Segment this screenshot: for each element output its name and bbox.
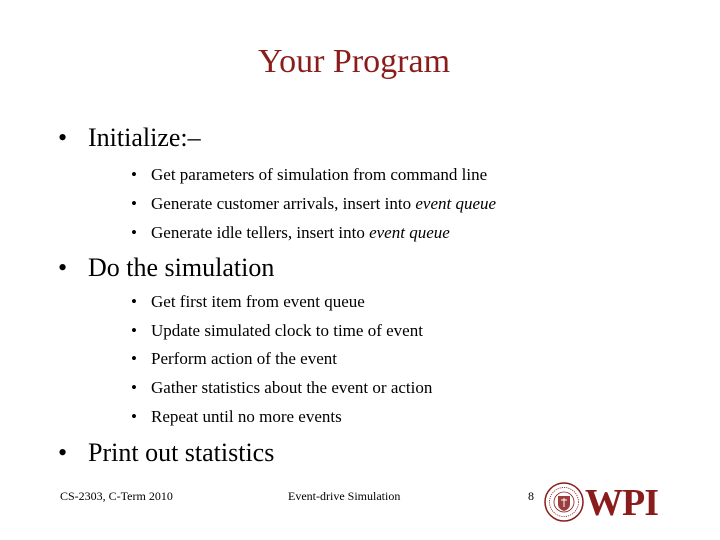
sub-bullet-text: Perform action of the event (151, 349, 337, 368)
bullet-marker: • (131, 292, 137, 311)
wpi-logo: WPI (585, 482, 658, 524)
bullet-print-statistics (58, 438, 274, 468)
sub-bullet (131, 222, 450, 244)
bullet-marker: • (131, 223, 137, 242)
bullet-marker: • (131, 165, 137, 184)
bullet-marker: • (58, 438, 68, 467)
sub-bullet-text: Update simulated clock to time of event (151, 321, 423, 340)
bullet-marker: • (58, 253, 68, 282)
bullet-marker: • (131, 321, 137, 340)
bullet-marker: • (58, 123, 68, 152)
footer-page-number: 8 (528, 489, 534, 503)
sub-bullet-text: Generate idle tellers, insert into (151, 223, 370, 242)
slide-title: Your Program (257, 43, 451, 80)
sub-bullet-text: Generate customer arrivals, insert into (151, 194, 416, 213)
bullet-initialize (58, 123, 201, 153)
sub-bullet-text: Get parameters of simulation from command line (151, 165, 488, 184)
sub-bullet-text: Repeat until no more events (151, 407, 342, 426)
sub-bullet (131, 164, 487, 186)
sub-bullet-text: Gather statistics about the event or action (151, 378, 433, 397)
sub-bullet-emphasis: event queue (415, 194, 497, 213)
sub-bullet (131, 377, 432, 399)
bullet-marker: • (131, 194, 137, 213)
bullet-marker: • (131, 378, 137, 397)
bullet-marker: • (131, 349, 137, 368)
footer-course: CS-2303, C-Term 2010 (60, 489, 173, 503)
bullet-text: Print out statistics (88, 438, 275, 467)
bullet-text: Do the simulation (88, 253, 275, 282)
bullet-text: Initialize:– (88, 123, 201, 152)
sub-bullet (131, 348, 337, 370)
sub-bullet-text: Get first item from event queue (151, 292, 365, 311)
sub-bullet-emphasis: event queue (369, 223, 450, 242)
sub-bullet (131, 320, 423, 342)
bullet-marker: • (131, 407, 137, 426)
sub-bullet (131, 291, 365, 313)
sub-bullet (131, 193, 496, 215)
footer-topic: Event-drive Simulation (288, 489, 401, 503)
wpi-seal-icon (544, 482, 584, 522)
bullet-do-simulation (58, 253, 274, 283)
sub-bullet (131, 406, 342, 428)
